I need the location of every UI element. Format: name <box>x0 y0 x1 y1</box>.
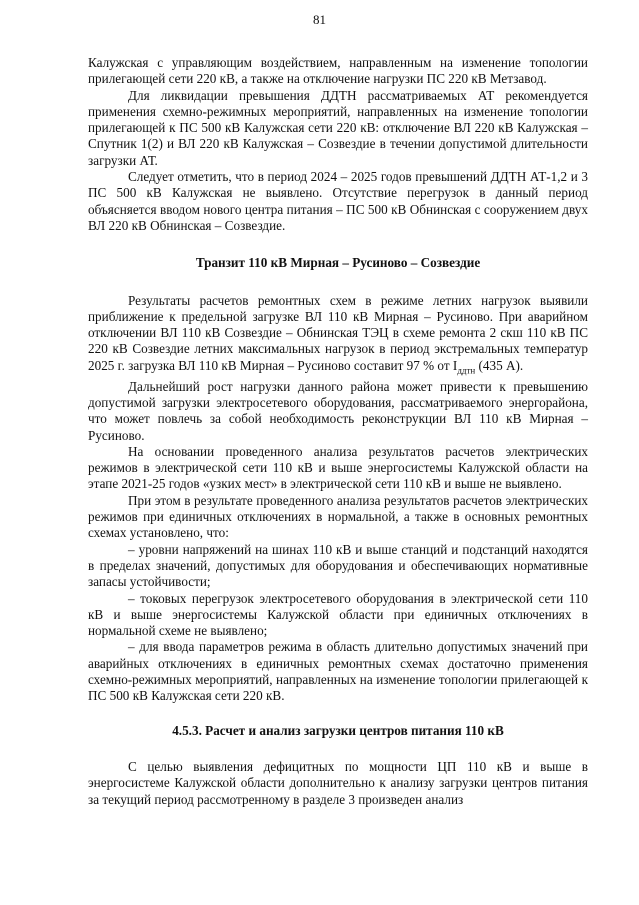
page-number: 81 <box>313 12 326 27</box>
paragraph-analysis-basis: На основании проведенного анализа результатов расчетов электрических режимов в электрической сети 110 кВ и выше энергосистемы Калужской области на этапе 2021-25 годов «узких мест» в электрической сети 110 кВ и выше не выявлено. <box>88 443 588 492</box>
section-heading-transit: Транзит 110 кВ Мирная – Русиново – Созвездие <box>195 255 481 271</box>
paragraph-repair-results-text: Результаты расчетов ремонтных схем в режиме летних нагрузок выявили приближение к предельной загрузке ВЛ 110 кВ Мирная – Русиново. При аварийном отключении ВЛ 110 кВ Созвездие – Обнинская ТЭЦ в схеме ремонта 2 скш 110 кВ ПС 220 кВ Созвездие летних максимальных нагрузок в период экстремальных температур 2025 г. загрузка ВЛ 110 кВ Мирная – Русиново составит 97 % от I <box>88 292 588 373</box>
paragraph-analysis-findings: При этом в результате проведенного анализа результатов расчетов электрических режимов при единичных отключениях в нормальной, а также в основных ремонтных схемах установлено, что: <box>88 492 588 541</box>
paragraph-continuation: Калужская с управляющим воздействием, направленным на изменение топологии прилегающей сети 220 кВ, а также на отключение нагрузки ПС 220 кВ Метзавод. <box>88 55 588 87</box>
paragraph-ddtn-recommendation: Для ликвидации превышения ДДТН рассматриваемых АТ рекомендуется применения схемно-режимных мероприятий, направленных на изменение топологии прилегающей к ПС 500 кВ Калужская сети 220 кВ: отключение ВЛ 220 кВ Калужская – Спутник 1(2) и ВЛ 220 кВ Калужская – Созвездие в течении допустимой длительности загрузки АТ. <box>88 87 588 168</box>
list-item-voltage-levels: – уровни напряжений на шинах 110 кВ и выше станций и подстанций находятся в пределах значений, допустимых для оборудования и обеспечивающих нормативные запасы устойчивости; <box>88 541 588 590</box>
current-subscript: ддтн <box>457 365 476 376</box>
paragraph-period-note: Следует отметить, что в период 2024 – 2025 годов превышений ДДТН АТ-1,2 и 3 ПС 500 кВ Калужская не выявлено. Отсутствие перегрузок в данный период объясняется вводом нового центра питания – ПС 500 кВ Обнинская с сооружением двух ВЛ 220 кВ Обнинская – Созвездие. <box>88 169 588 233</box>
paragraph-load-growth: Дальнейший рост нагрузки данного района может привести к превышению допустимой загрузки электросетевого оборудования, рассматриваемого энергорайона, что может повлечь за собой необходимость реконструкции ВЛ 110 кВ Мирная – Русиново. <box>88 378 588 443</box>
page-content <box>88 55 588 808</box>
paragraph-deficit-analysis: С целью выявления дефицитных по мощности ЦП 110 кВ и выше в энергосистеме Калужской области дополнительно к анализу загрузки центров питания за текущий период рассмотренному в разделе 3 произведен анализ <box>88 758 588 807</box>
paragraph-repair-results-tail: (435 А). <box>475 357 524 373</box>
paragraph-repair-results <box>88 293 588 379</box>
list-item-current-overloads: – токовых перегрузок электросетевого оборудования в электрической сети 110 кВ и выше энергосистемы Калужской области при единичных отключениях в нормальной схеме не выявлено; <box>88 590 588 639</box>
section-heading-4-5-3: 4.5.3. Расчет и анализ загрузки центров питания 110 кВ <box>172 722 504 738</box>
list-item-mode-parameters: – для ввода параметров режима в область длительно допустимых значений при аварийных отключениях в единичных ремонтных схемах достаточно применения схемно-режимных мероприятий, направленных на изменение топологии прилегающей к ПС 500 кВ Калужская сети 220 кВ. <box>88 639 588 704</box>
